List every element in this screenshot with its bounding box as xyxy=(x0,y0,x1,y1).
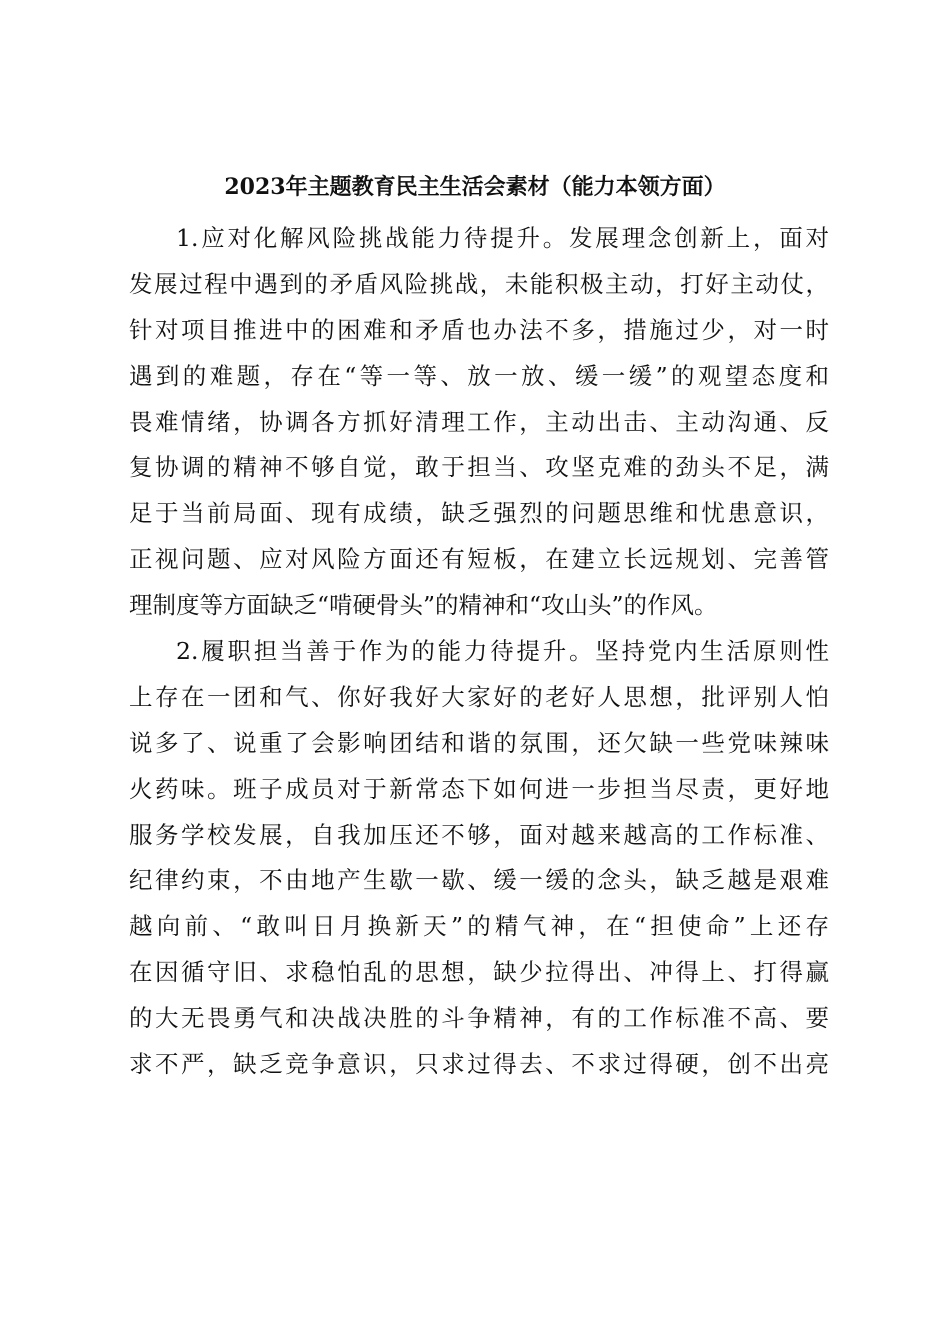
text-line: 求不严，缺乏竞争意识，只求过得去、不求过得硬，创不出亮 xyxy=(129,1050,829,1079)
text-line: 纪律约束，不由地产生歇一歇、缓一缓的念头，缺乏越是艰难 xyxy=(129,866,829,895)
document-body xyxy=(129,216,829,1088)
text-line: 发展过程中遇到的矛盾风险挑战，未能积极主动，打好主动仗， xyxy=(129,269,829,298)
text-line: 针对项目推进中的困难和矛盾也办法不多，措施过少，对一时 xyxy=(129,315,829,344)
text-line: 理制度等方面缺乏“啃硬骨头”的精神和“攻山头”的作风。 xyxy=(129,591,718,620)
text-line: 1.应对化解风险挑战能力待提升。发展理念创新上，面对 xyxy=(176,224,829,252)
text-line: 说多了、说重了会影响团结和谐的氛围，还欠缺一些党味辣味 xyxy=(129,728,829,757)
text-line: 在因循守旧、求稳怕乱的思想，缺少拉得出、冲得上、打得赢 xyxy=(129,958,829,987)
text-line: 遇到的难题，存在“等一等、放一放、缓一缓”的观望态度和 xyxy=(129,361,829,390)
text-line: 火药味。班子成员对于新常态下如何进一步担当尽责，更好地 xyxy=(129,774,829,803)
text-line: 服务学校发展，自我加压还不够，面对越来越高的工作标准、 xyxy=(129,820,829,849)
text-line: 2.履职担当善于作为的能力待提升。坚持党内生活原则性 xyxy=(176,637,829,666)
text-line: 的大无畏勇气和决战决胜的斗争精神，有的工作标准不高、要 xyxy=(129,1004,829,1033)
text-line: 正视问题、应对风险方面还有短板，在建立长远规划、完善管 xyxy=(129,545,829,574)
paragraph-1 xyxy=(129,216,829,629)
text-line: 复协调的精神不够自觉，敢于担当、攻坚克难的劲头不足，满 xyxy=(129,453,829,482)
text-line: 畏难情绪，协调各方抓好清理工作，主动出击、主动沟通、反 xyxy=(129,407,829,436)
document-title: 2023年主题教育民主生活会素材（能力本领方面） xyxy=(224,174,726,200)
text-line: 上存在一团和气、你好我好大家好的老好人思想，批评别人怕 xyxy=(129,682,829,711)
text-line: 足于当前局面、现有成绩，缺乏强烈的问题思维和忧患意识， xyxy=(129,499,829,528)
paragraph-2 xyxy=(129,629,829,1088)
text-line: 越向前、“敢叫日月换新天”的精气神，在“担使命”上还存 xyxy=(129,912,829,941)
